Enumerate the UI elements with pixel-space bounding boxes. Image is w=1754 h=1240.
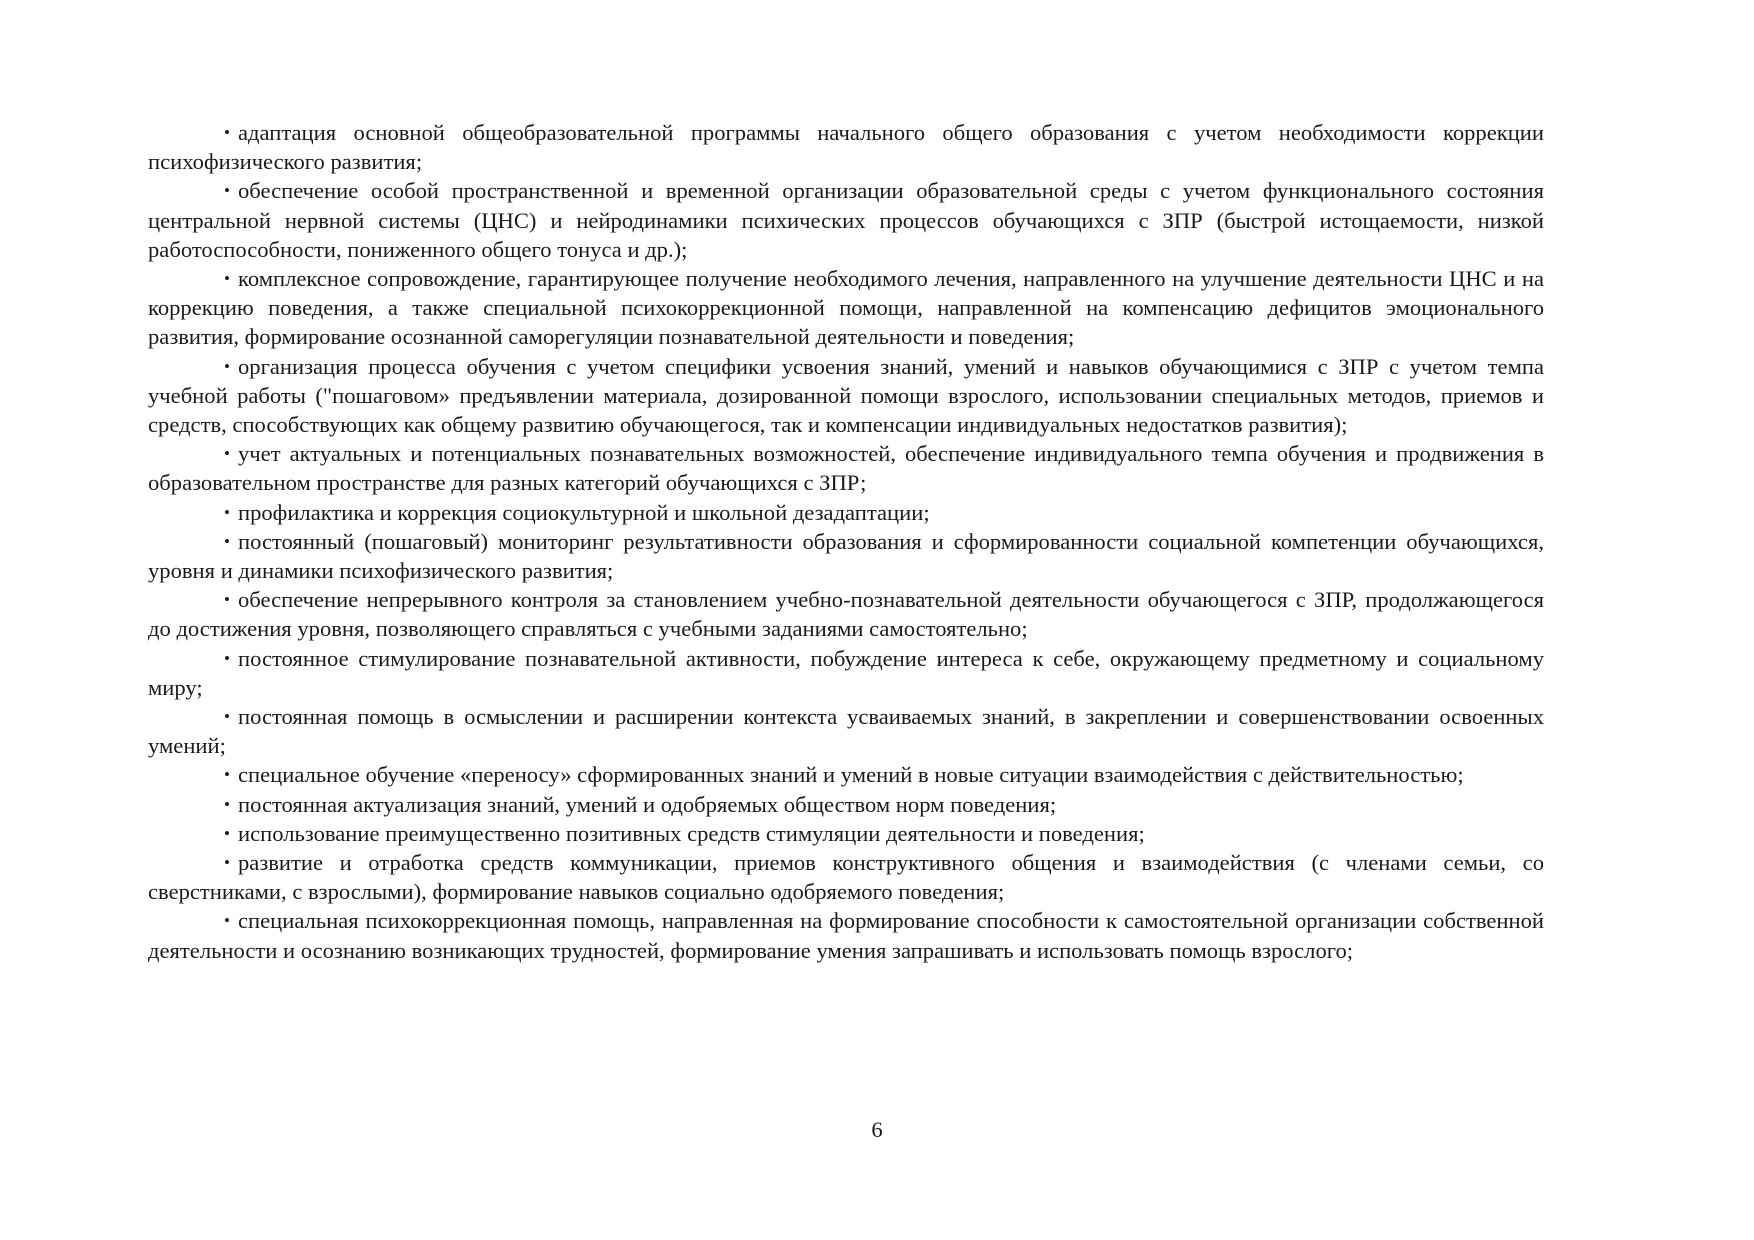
list-item-text: учет актуальных и потенциальных познавательных возможностей, обеспечение индивидуального темпа обучения и продвижения в образовательном пространстве для разных категорий обучающихся с ЗПР; — [148, 441, 1544, 496]
list-item — [148, 352, 1544, 440]
bullet-icon: • — [224, 269, 230, 289]
list-item — [148, 644, 1544, 702]
bullet-icon: • — [224, 648, 230, 668]
list-item-text: профилактика и коррекция социокультурной и школьной дезадаптации; — [238, 499, 930, 525]
bullet-icon: • — [224, 531, 230, 551]
bullet-icon: • — [224, 123, 230, 142]
list-item — [148, 760, 1544, 789]
bullet-icon: • — [224, 823, 230, 843]
bullet-icon: • — [224, 911, 230, 931]
list-item-text: комплексное сопровождение, гарантирующее получение необходимого лечения, направленного на улучшение деятельности ЦНС и на коррекцию поведения, а также специальной психокоррекционной помощи, направленной на компенсацию дефицитов эмоционального развития, формирование осознанной саморегуляции познавательной деятельности и поведения; — [148, 266, 1544, 350]
bullet-icon: • — [224, 502, 230, 522]
list-item — [148, 439, 1544, 497]
bullet-icon: • — [224, 181, 230, 201]
list-item-text: постоянный (пошаговый) мониторинг результативности образования и сформированности социальной компетенции обучающихся, уровня и динамики психофизического развития; — [148, 528, 1544, 584]
bullet-icon: • — [224, 356, 230, 376]
list-item — [148, 176, 1544, 264]
list-item-text: развитие и отработка средств коммуникации, приемов конструктивного общения и взаимодействия (с членами семьи, со сверстниками, с взрослыми), формирование навыков социально одобряемого поведения; — [148, 850, 1544, 905]
list-item — [148, 819, 1544, 848]
list-item-text: адаптация основной общеобразовательной программы начального общего образования с учетом необходимости коррекции психофизического развития; — [148, 120, 1544, 175]
list-item — [148, 527, 1544, 585]
bullet-icon: • — [224, 765, 230, 785]
list-item-text: обеспечение непрерывного контроля за становлением учебно-познавательной деятельности обучающегося с ЗПР, продолжающегося до достижения уровня, позволяющего справляться с учебными заданиями самостоятельно; — [148, 587, 1544, 642]
list-item — [148, 118, 1544, 176]
list-item — [148, 498, 1544, 527]
bullet-icon: • — [224, 590, 230, 610]
list-item — [148, 906, 1544, 964]
list-item-text: специальная психокоррекционная помощь, направленная на формирование способности к самостоятельной организации собственной деятельности и осознанию возникающих трудностей, формирование умения запрашивать и использовать помощь взрослого; — [148, 908, 1544, 963]
bullet-list — [148, 118, 1544, 965]
list-item — [148, 848, 1544, 906]
list-item — [148, 702, 1544, 760]
list-item-text: постоянная актуализация знаний, умений и одобряемых обществом норм поведения; — [238, 791, 1057, 817]
bullet-icon: • — [224, 794, 230, 814]
list-item — [148, 585, 1544, 643]
list-item-text: постоянная помощь в осмыслении и расширении контекста усваиваемых знаний, в закреплении и совершенствовании освоенных умений; — [148, 704, 1544, 759]
list-item — [148, 790, 1544, 819]
list-item — [148, 264, 1544, 352]
list-item-text: использование преимущественно позитивных средств стимуляции деятельности и поведения; — [238, 820, 1145, 846]
list-item-text: организация процесса обучения с учетом специфики усвоения знаний, умений и навыков обучающимися с ЗПР с учетом темпа учебной работы ("пошаговом» предъявлении материала, дозированной помощи взрослого, использовании специальных методов, приемов и средств, способствующих как общему развитию обучающегося, так и компенсации индивидуальных недостатков развития); — [148, 353, 1544, 438]
list-item-text: обеспечение особой пространственной и временной организации образовательной среды с учетом функционального состояния центральной нервной системы (ЦНС) и нейродинамики психических процессов обучающихся с ЗПР (быстрой истощаемости, низкой работоспособности, пониженного общего тонуса и др.); — [148, 178, 1544, 262]
bullet-icon: • — [224, 444, 230, 464]
list-item-text: специальное обучение «переносу» сформированных знаний и умений в новые ситуации взаимодействия с действительностью; — [238, 762, 1464, 788]
bullet-icon: • — [224, 853, 230, 873]
page-number: 6 — [871, 1117, 883, 1142]
bullet-icon: • — [224, 707, 230, 727]
list-item-text: постоянное стимулирование познавательной активности, побуждение интереса к себе, окружающему предметному и социальному миру; — [148, 645, 1544, 700]
